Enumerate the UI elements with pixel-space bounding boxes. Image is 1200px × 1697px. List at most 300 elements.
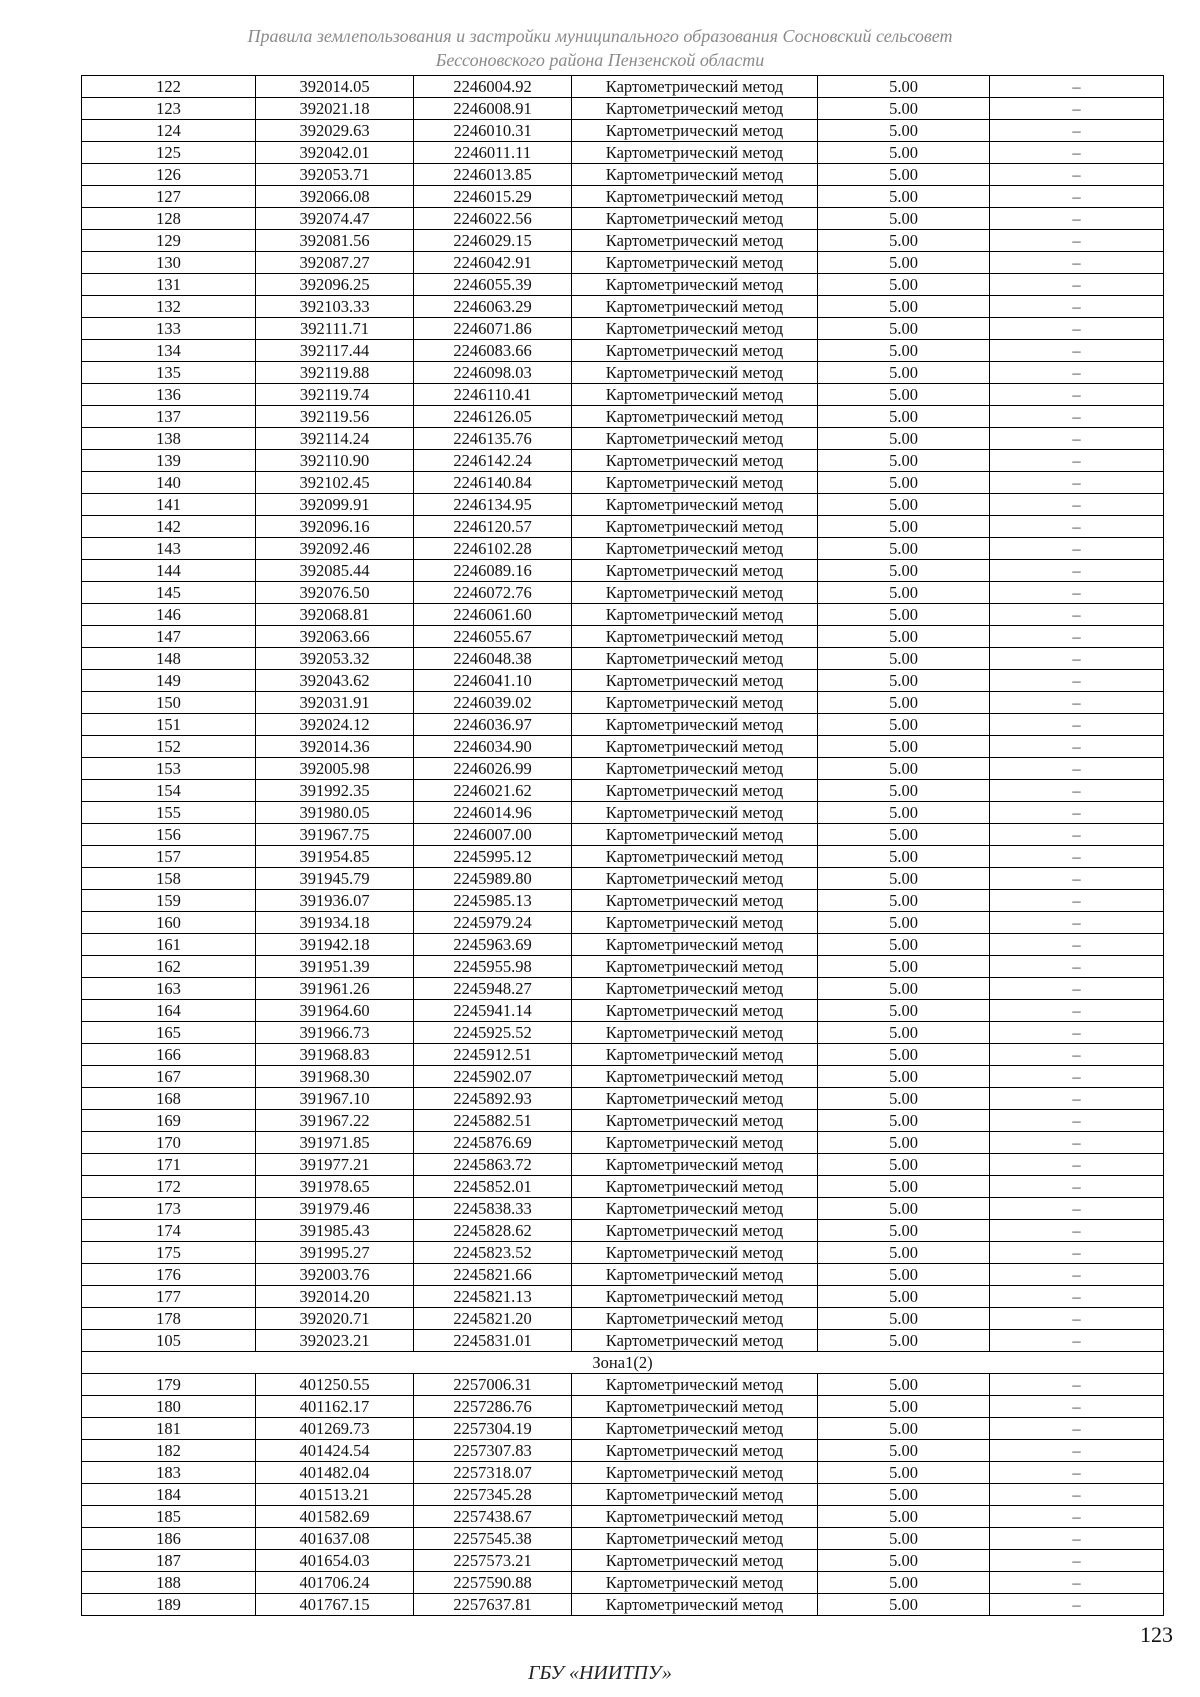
x-coordinate-cell: 392096.16 [256, 516, 414, 538]
table-row [82, 714, 1164, 736]
note-cell: – [990, 274, 1164, 296]
y-coordinate-cell: 2245828.62 [414, 1220, 572, 1242]
x-coordinate-cell: 392119.56 [256, 406, 414, 428]
point-number-cell: 174 [82, 1220, 256, 1242]
accuracy-cell: 5.00 [818, 318, 990, 340]
note-cell: – [990, 890, 1164, 912]
x-coordinate-cell: 392099.91 [256, 494, 414, 516]
point-number-cell: 135 [82, 362, 256, 384]
method-cell: Картометрический метод [572, 1308, 818, 1330]
y-coordinate-cell: 2245821.20 [414, 1308, 572, 1330]
table-row [82, 956, 1164, 978]
y-coordinate-cell: 2246004.92 [414, 76, 572, 98]
table-row [82, 1594, 1164, 1616]
x-coordinate-cell: 392110.90 [256, 450, 414, 472]
table-row [82, 384, 1164, 406]
note-cell: – [990, 1066, 1164, 1088]
table-row [82, 1528, 1164, 1550]
method-cell: Картометрический метод [572, 1528, 818, 1550]
table-row [82, 1308, 1164, 1330]
method-cell: Картометрический метод [572, 1550, 818, 1572]
x-coordinate-cell: 392066.08 [256, 186, 414, 208]
y-coordinate-cell: 2246041.10 [414, 670, 572, 692]
method-cell: Картометрический метод [572, 98, 818, 120]
y-coordinate-cell: 2245948.27 [414, 978, 572, 1000]
x-coordinate-cell: 391995.27 [256, 1242, 414, 1264]
accuracy-cell: 5.00 [818, 780, 990, 802]
y-coordinate-cell: 2246021.62 [414, 780, 572, 802]
accuracy-cell: 5.00 [818, 1220, 990, 1242]
x-coordinate-cell: 392014.36 [256, 736, 414, 758]
point-number-cell: 155 [82, 802, 256, 824]
note-cell: – [990, 956, 1164, 978]
y-coordinate-cell: 2245979.24 [414, 912, 572, 934]
accuracy-cell: 5.00 [818, 560, 990, 582]
x-coordinate-cell: 391934.18 [256, 912, 414, 934]
accuracy-cell: 5.00 [818, 1528, 990, 1550]
point-number-cell: 122 [82, 76, 256, 98]
accuracy-cell: 5.00 [818, 692, 990, 714]
table-row [82, 76, 1164, 98]
table-row [82, 1330, 1164, 1352]
y-coordinate-cell: 2246029.15 [414, 230, 572, 252]
table-row [82, 406, 1164, 428]
y-coordinate-cell: 2246134.95 [414, 494, 572, 516]
point-number-cell: 148 [82, 648, 256, 670]
y-coordinate-cell: 2245831.01 [414, 1330, 572, 1352]
accuracy-cell: 5.00 [818, 76, 990, 98]
method-cell: Картометрический метод [572, 472, 818, 494]
table-row [82, 494, 1164, 516]
point-number-cell: 136 [82, 384, 256, 406]
accuracy-cell: 5.00 [818, 1308, 990, 1330]
point-number-cell: 123 [82, 98, 256, 120]
method-cell: Картометрический метод [572, 978, 818, 1000]
table-row [82, 978, 1164, 1000]
method-cell: Картометрический метод [572, 1000, 818, 1022]
note-cell: – [990, 1264, 1164, 1286]
point-number-cell: 152 [82, 736, 256, 758]
y-coordinate-cell: 2246140.84 [414, 472, 572, 494]
note-cell: – [990, 1286, 1164, 1308]
accuracy-cell: 5.00 [818, 604, 990, 626]
table-row [82, 1484, 1164, 1506]
method-cell: Картометрический метод [572, 1330, 818, 1352]
table-row [82, 1374, 1164, 1396]
method-cell: Картометрический метод [572, 1110, 818, 1132]
x-coordinate-cell: 392014.05 [256, 76, 414, 98]
method-cell: Картометрический метод [572, 318, 818, 340]
x-coordinate-cell: 392096.25 [256, 274, 414, 296]
x-coordinate-cell: 392021.18 [256, 98, 414, 120]
note-cell: – [990, 1572, 1164, 1594]
accuracy-cell: 5.00 [818, 1462, 990, 1484]
zone-label: Зона1(2) [82, 1352, 1164, 1374]
point-number-cell: 166 [82, 1044, 256, 1066]
y-coordinate-cell: 2246007.00 [414, 824, 572, 846]
note-cell: – [990, 780, 1164, 802]
y-coordinate-cell: 2246013.85 [414, 164, 572, 186]
method-cell: Картометрический метод [572, 934, 818, 956]
table-row [82, 670, 1164, 692]
y-coordinate-cell: 2246026.99 [414, 758, 572, 780]
accuracy-cell: 5.00 [818, 142, 990, 164]
accuracy-cell: 5.00 [818, 1176, 990, 1198]
y-coordinate-cell: 2245912.51 [414, 1044, 572, 1066]
x-coordinate-cell: 391980.05 [256, 802, 414, 824]
y-coordinate-cell: 2246098.03 [414, 362, 572, 384]
table-row [82, 560, 1164, 582]
table-row [82, 582, 1164, 604]
point-number-cell: 163 [82, 978, 256, 1000]
y-coordinate-cell: 2257438.67 [414, 1506, 572, 1528]
point-number-cell: 187 [82, 1550, 256, 1572]
method-cell: Картометрический метод [572, 1286, 818, 1308]
x-coordinate-cell: 392068.81 [256, 604, 414, 626]
method-cell: Картометрический метод [572, 186, 818, 208]
point-number-cell: 105 [82, 1330, 256, 1352]
x-coordinate-cell: 391968.30 [256, 1066, 414, 1088]
note-cell: – [990, 1110, 1164, 1132]
table-row [82, 208, 1164, 230]
zone-header-row [82, 1352, 1164, 1374]
note-cell: – [990, 1220, 1164, 1242]
note-cell: – [990, 76, 1164, 98]
method-cell: Картометрический метод [572, 450, 818, 472]
table-row [82, 1286, 1164, 1308]
accuracy-cell: 5.00 [818, 1440, 990, 1462]
y-coordinate-cell: 2257006.31 [414, 1374, 572, 1396]
y-coordinate-cell: 2246036.97 [414, 714, 572, 736]
y-coordinate-cell: 2257318.07 [414, 1462, 572, 1484]
method-cell: Картометрический метод [572, 1044, 818, 1066]
y-coordinate-cell: 2246042.91 [414, 252, 572, 274]
point-number-cell: 173 [82, 1198, 256, 1220]
point-number-cell: 179 [82, 1374, 256, 1396]
note-cell: – [990, 340, 1164, 362]
note-cell: – [990, 1440, 1164, 1462]
point-number-cell: 167 [82, 1066, 256, 1088]
note-cell: – [990, 472, 1164, 494]
y-coordinate-cell: 2246034.90 [414, 736, 572, 758]
table-row [82, 142, 1164, 164]
accuracy-cell: 5.00 [818, 912, 990, 934]
accuracy-cell: 5.00 [818, 1088, 990, 1110]
y-coordinate-cell: 2245902.07 [414, 1066, 572, 1088]
note-cell: – [990, 186, 1164, 208]
x-coordinate-cell: 392024.12 [256, 714, 414, 736]
note-cell: – [990, 846, 1164, 868]
method-cell: Картометрический метод [572, 296, 818, 318]
accuracy-cell: 5.00 [818, 120, 990, 142]
accuracy-cell: 5.00 [818, 384, 990, 406]
table-row [82, 758, 1164, 780]
y-coordinate-cell: 2245955.98 [414, 956, 572, 978]
note-cell: – [990, 802, 1164, 824]
note-cell: – [990, 1506, 1164, 1528]
accuracy-cell: 5.00 [818, 956, 990, 978]
note-cell: – [990, 384, 1164, 406]
x-coordinate-cell: 391964.60 [256, 1000, 414, 1022]
note-cell: – [990, 164, 1164, 186]
note-cell: – [990, 1462, 1164, 1484]
accuracy-cell: 5.00 [818, 1484, 990, 1506]
accuracy-cell: 5.00 [818, 1132, 990, 1154]
y-coordinate-cell: 2257637.81 [414, 1594, 572, 1616]
table-row [82, 890, 1164, 912]
y-coordinate-cell: 2245882.51 [414, 1110, 572, 1132]
point-number-cell: 161 [82, 934, 256, 956]
accuracy-cell: 5.00 [818, 1242, 990, 1264]
note-cell: – [990, 296, 1164, 318]
x-coordinate-cell: 391968.83 [256, 1044, 414, 1066]
note-cell: – [990, 1396, 1164, 1418]
x-coordinate-cell: 391967.10 [256, 1088, 414, 1110]
accuracy-cell: 5.00 [818, 252, 990, 274]
note-cell: – [990, 538, 1164, 560]
accuracy-cell: 5.00 [818, 494, 990, 516]
x-coordinate-cell: 392085.44 [256, 560, 414, 582]
point-number-cell: 159 [82, 890, 256, 912]
accuracy-cell: 5.00 [818, 824, 990, 846]
point-number-cell: 158 [82, 868, 256, 890]
y-coordinate-cell: 2257286.76 [414, 1396, 572, 1418]
method-cell: Картометрический метод [572, 626, 818, 648]
x-coordinate-cell: 391942.18 [256, 934, 414, 956]
y-coordinate-cell: 2245925.52 [414, 1022, 572, 1044]
x-coordinate-cell: 392053.71 [256, 164, 414, 186]
accuracy-cell: 5.00 [818, 428, 990, 450]
note-cell: – [990, 648, 1164, 670]
x-coordinate-cell: 391945.79 [256, 868, 414, 890]
point-number-cell: 177 [82, 1286, 256, 1308]
table-row [82, 274, 1164, 296]
accuracy-cell: 5.00 [818, 670, 990, 692]
x-coordinate-cell: 391936.07 [256, 890, 414, 912]
table-row [82, 1110, 1164, 1132]
y-coordinate-cell: 2257307.83 [414, 1440, 572, 1462]
method-cell: Картометрический метод [572, 560, 818, 582]
accuracy-cell: 5.00 [818, 186, 990, 208]
point-number-cell: 138 [82, 428, 256, 450]
note-cell: – [990, 1484, 1164, 1506]
accuracy-cell: 5.00 [818, 1110, 990, 1132]
accuracy-cell: 5.00 [818, 868, 990, 890]
point-number-cell: 156 [82, 824, 256, 846]
method-cell: Картометрический метод [572, 736, 818, 758]
x-coordinate-cell: 391951.39 [256, 956, 414, 978]
table-row [82, 934, 1164, 956]
table-row [82, 318, 1164, 340]
y-coordinate-cell: 2245838.33 [414, 1198, 572, 1220]
table-row [82, 98, 1164, 120]
x-coordinate-cell: 392023.21 [256, 1330, 414, 1352]
note-cell: – [990, 1198, 1164, 1220]
table-row [82, 1242, 1164, 1264]
accuracy-cell: 5.00 [818, 208, 990, 230]
y-coordinate-cell: 2246039.02 [414, 692, 572, 714]
method-cell: Картометрический метод [572, 846, 818, 868]
point-number-cell: 188 [82, 1572, 256, 1594]
note-cell: – [990, 450, 1164, 472]
method-cell: Картометрический метод [572, 208, 818, 230]
accuracy-cell: 5.00 [818, 1264, 990, 1286]
point-number-cell: 145 [82, 582, 256, 604]
header-line-1: Правила землепользования и застройки муниципального образования Сосновский сельсовет [247, 26, 953, 46]
table-row [82, 1440, 1164, 1462]
note-cell: – [990, 692, 1164, 714]
x-coordinate-cell: 401162.17 [256, 1396, 414, 1418]
method-cell: Картометрический метод [572, 714, 818, 736]
y-coordinate-cell: 2245821.66 [414, 1264, 572, 1286]
note-cell: – [990, 1044, 1164, 1066]
x-coordinate-cell: 392081.56 [256, 230, 414, 252]
y-coordinate-cell: 2246102.28 [414, 538, 572, 560]
method-cell: Картометрический метод [572, 1462, 818, 1484]
x-coordinate-cell: 392087.27 [256, 252, 414, 274]
point-number-cell: 137 [82, 406, 256, 428]
table-row [82, 1198, 1164, 1220]
y-coordinate-cell: 2257590.88 [414, 1572, 572, 1594]
note-cell: – [990, 1330, 1164, 1352]
table-row [82, 428, 1164, 450]
y-coordinate-cell: 2246061.60 [414, 604, 572, 626]
note-cell: – [990, 934, 1164, 956]
method-cell: Картометрический метод [572, 274, 818, 296]
accuracy-cell: 5.00 [818, 1550, 990, 1572]
table-row [82, 516, 1164, 538]
point-number-cell: 176 [82, 1264, 256, 1286]
accuracy-cell: 5.00 [818, 1594, 990, 1616]
point-number-cell: 146 [82, 604, 256, 626]
y-coordinate-cell: 2246048.38 [414, 648, 572, 670]
accuracy-cell: 5.00 [818, 626, 990, 648]
point-number-cell: 153 [82, 758, 256, 780]
note-cell: – [990, 1154, 1164, 1176]
method-cell: Картометрический метод [572, 1396, 818, 1418]
method-cell: Картометрический метод [572, 890, 818, 912]
x-coordinate-cell: 401654.03 [256, 1550, 414, 1572]
table-row [82, 1132, 1164, 1154]
accuracy-cell: 5.00 [818, 758, 990, 780]
note-cell: – [990, 626, 1164, 648]
accuracy-cell: 5.00 [818, 472, 990, 494]
note-cell: – [990, 1308, 1164, 1330]
x-coordinate-cell: 392003.76 [256, 1264, 414, 1286]
method-cell: Картометрический метод [572, 384, 818, 406]
note-cell: – [990, 406, 1164, 428]
method-cell: Картометрический метод [572, 692, 818, 714]
accuracy-cell: 5.00 [818, 1418, 990, 1440]
x-coordinate-cell: 392119.74 [256, 384, 414, 406]
table-row [82, 1264, 1164, 1286]
table-row [82, 626, 1164, 648]
accuracy-cell: 5.00 [818, 1572, 990, 1594]
method-cell: Картометрический метод [572, 912, 818, 934]
point-number-cell: 132 [82, 296, 256, 318]
x-coordinate-cell: 391954.85 [256, 846, 414, 868]
table-row [82, 296, 1164, 318]
table-row [82, 604, 1164, 626]
x-coordinate-cell: 392114.24 [256, 428, 414, 450]
y-coordinate-cell: 2246083.66 [414, 340, 572, 362]
x-coordinate-cell: 401482.04 [256, 1462, 414, 1484]
note-cell: – [990, 252, 1164, 274]
table-row [82, 780, 1164, 802]
accuracy-cell: 5.00 [818, 1044, 990, 1066]
table-row [82, 472, 1164, 494]
point-number-cell: 180 [82, 1396, 256, 1418]
point-number-cell: 126 [82, 164, 256, 186]
table-row [82, 846, 1164, 868]
accuracy-cell: 5.00 [818, 98, 990, 120]
method-cell: Картометрический метод [572, 142, 818, 164]
point-number-cell: 129 [82, 230, 256, 252]
x-coordinate-cell: 401513.21 [256, 1484, 414, 1506]
x-coordinate-cell: 392119.88 [256, 362, 414, 384]
x-coordinate-cell: 392005.98 [256, 758, 414, 780]
y-coordinate-cell: 2246120.57 [414, 516, 572, 538]
x-coordinate-cell: 391978.65 [256, 1176, 414, 1198]
accuracy-cell: 5.00 [818, 296, 990, 318]
x-coordinate-cell: 401706.24 [256, 1572, 414, 1594]
method-cell: Картометрический метод [572, 164, 818, 186]
accuracy-cell: 5.00 [818, 340, 990, 362]
y-coordinate-cell: 2245892.93 [414, 1088, 572, 1110]
method-cell: Картометрический метод [572, 802, 818, 824]
method-cell: Картометрический метод [572, 648, 818, 670]
y-coordinate-cell: 2246089.16 [414, 560, 572, 582]
point-number-cell: 144 [82, 560, 256, 582]
x-coordinate-cell: 392111.71 [256, 318, 414, 340]
accuracy-cell: 5.00 [818, 1154, 990, 1176]
point-number-cell: 183 [82, 1462, 256, 1484]
note-cell: – [990, 1088, 1164, 1110]
page-number: 123 [1140, 1622, 1173, 1647]
note-cell: – [990, 758, 1164, 780]
method-cell: Картометрический метод [572, 1440, 818, 1462]
method-cell: Картометрический метод [572, 340, 818, 362]
method-cell: Картометрический метод [572, 758, 818, 780]
x-coordinate-cell: 401637.08 [256, 1528, 414, 1550]
table-row [82, 450, 1164, 472]
note-cell: – [990, 428, 1164, 450]
method-cell: Картометрический метод [572, 1594, 818, 1616]
table-row [82, 120, 1164, 142]
point-number-cell: 130 [82, 252, 256, 274]
y-coordinate-cell: 2245821.13 [414, 1286, 572, 1308]
accuracy-cell: 5.00 [818, 362, 990, 384]
y-coordinate-cell: 2245852.01 [414, 1176, 572, 1198]
point-number-cell: 178 [82, 1308, 256, 1330]
point-number-cell: 162 [82, 956, 256, 978]
table-row [82, 1506, 1164, 1528]
y-coordinate-cell: 2246126.05 [414, 406, 572, 428]
note-cell: – [990, 1176, 1164, 1198]
x-coordinate-cell: 392103.33 [256, 296, 414, 318]
point-number-cell: 127 [82, 186, 256, 208]
y-coordinate-cell: 2246022.56 [414, 208, 572, 230]
method-cell: Картометрический метод [572, 406, 818, 428]
point-number-cell: 168 [82, 1088, 256, 1110]
point-number-cell: 139 [82, 450, 256, 472]
point-number-cell: 154 [82, 780, 256, 802]
y-coordinate-cell: 2246015.29 [414, 186, 572, 208]
accuracy-cell: 5.00 [818, 736, 990, 758]
x-coordinate-cell: 391967.22 [256, 1110, 414, 1132]
point-number-cell: 165 [82, 1022, 256, 1044]
accuracy-cell: 5.00 [818, 406, 990, 428]
